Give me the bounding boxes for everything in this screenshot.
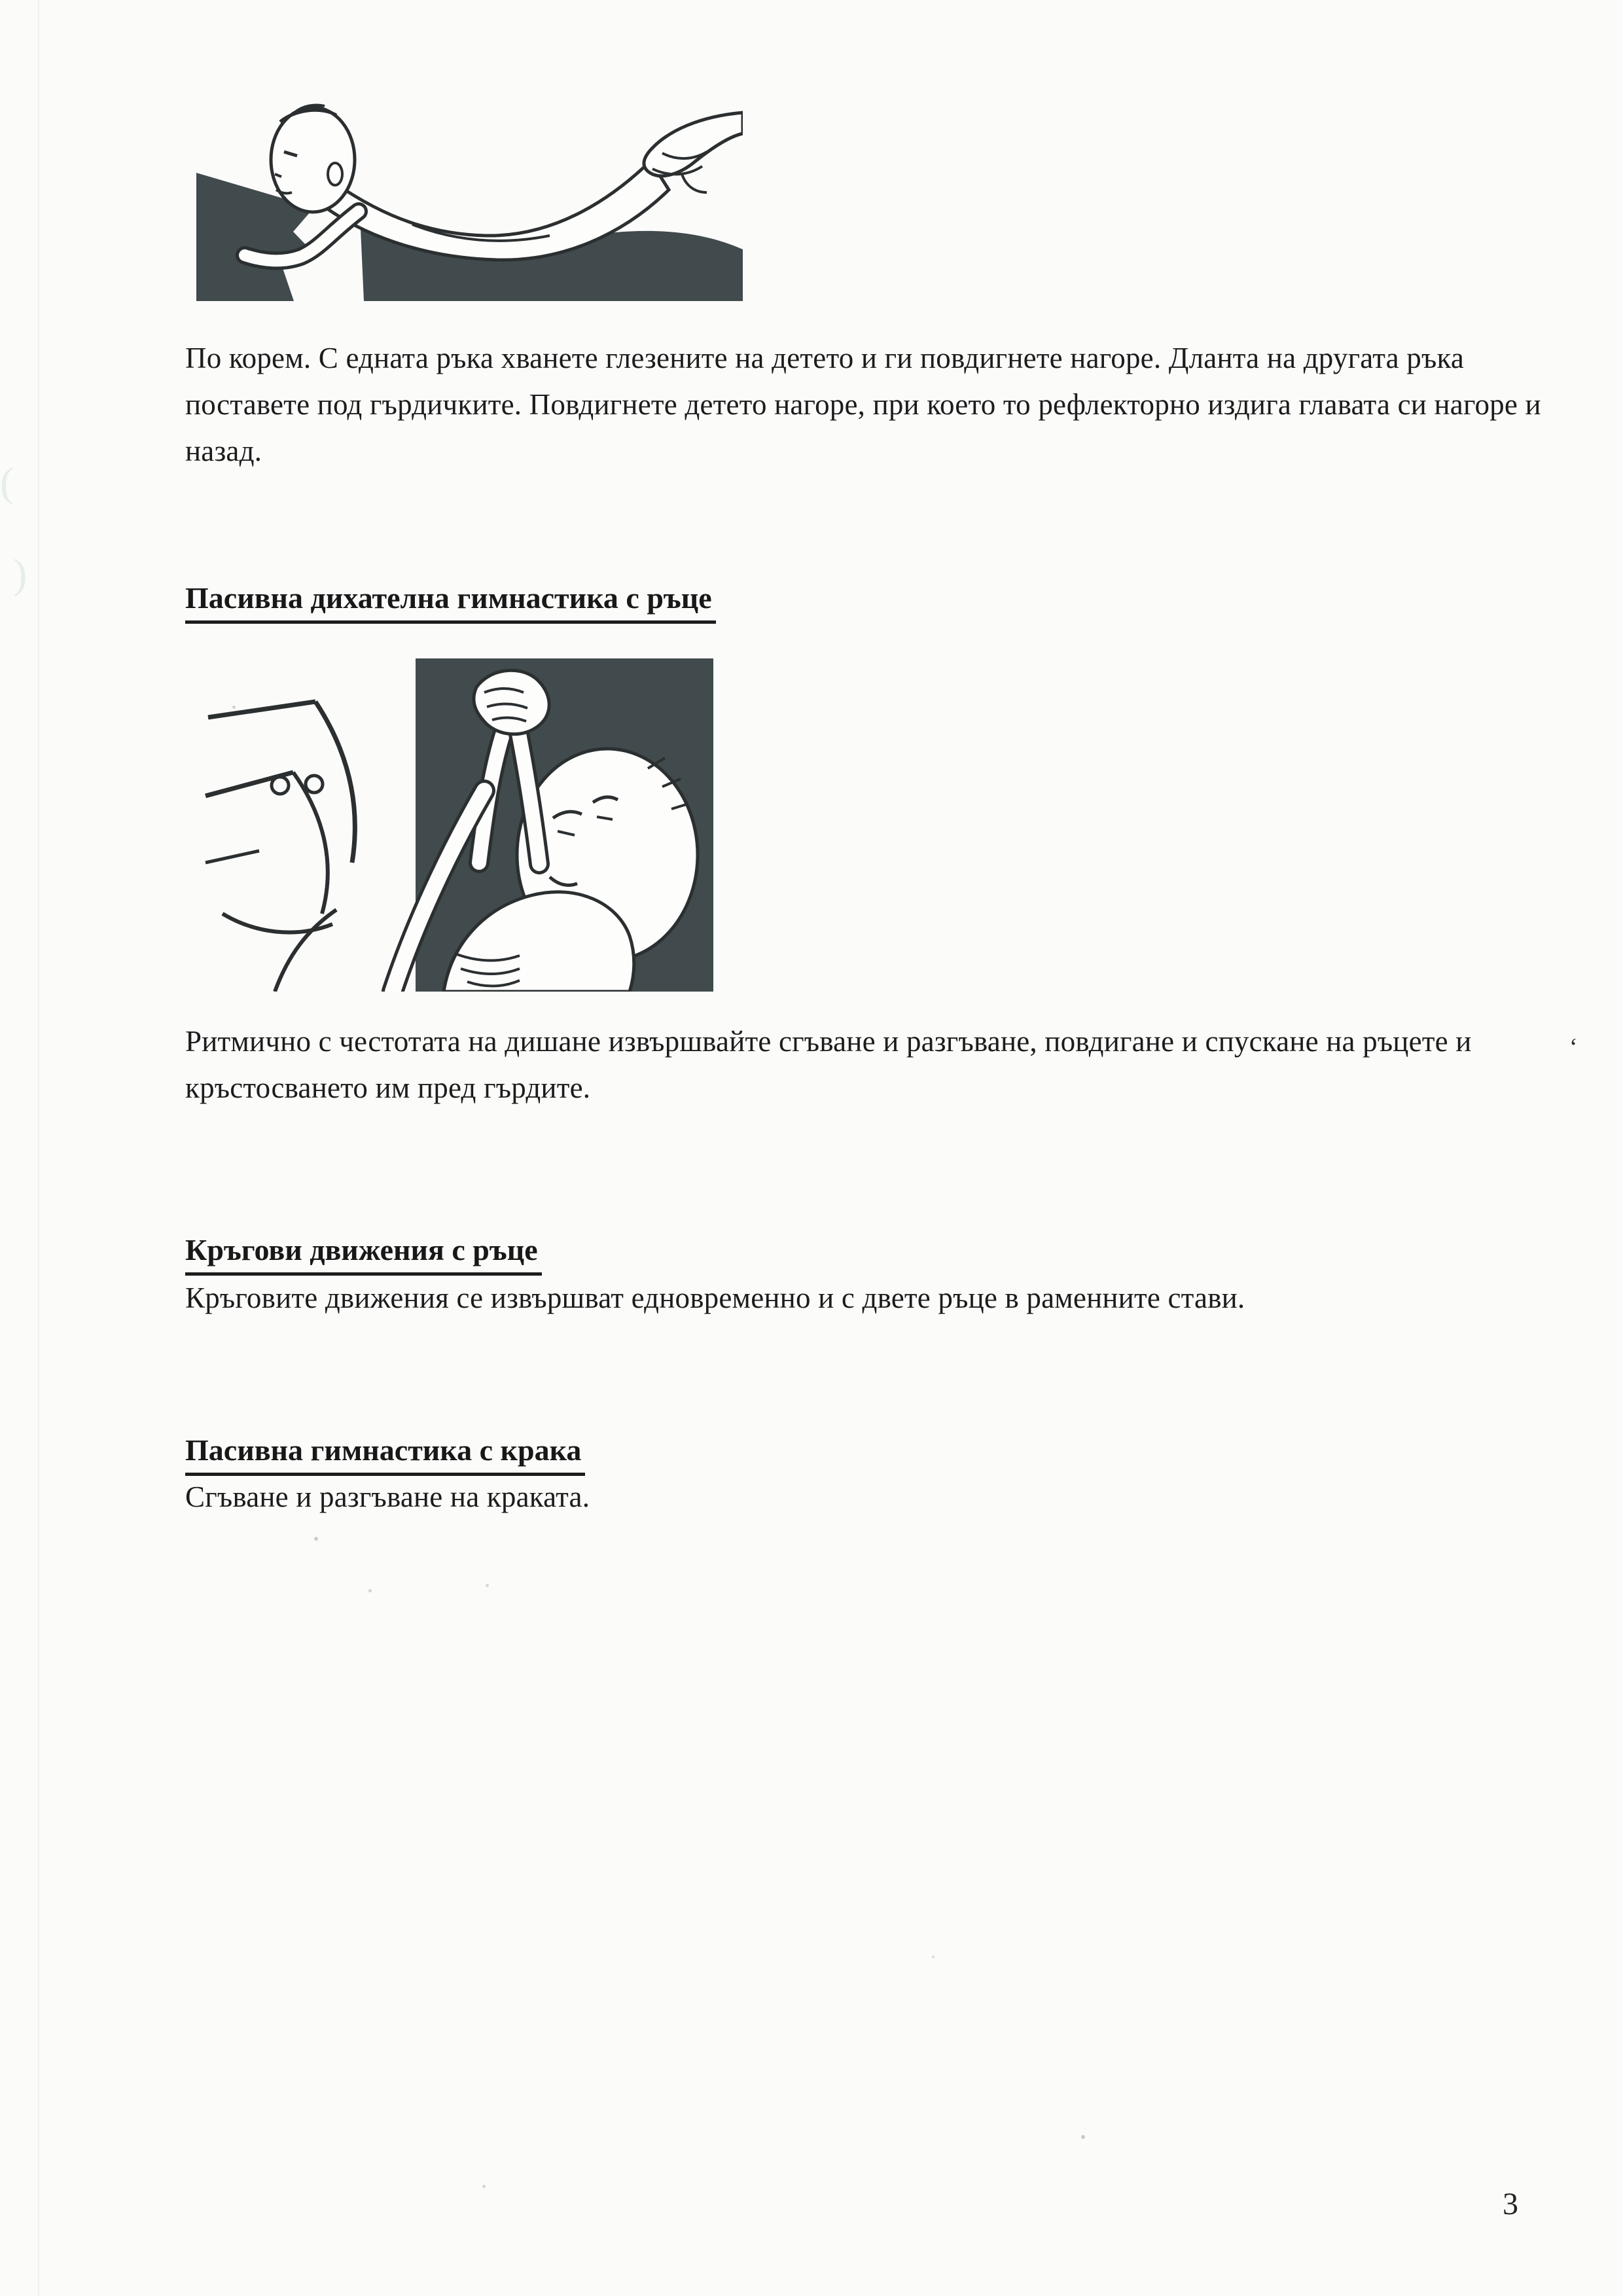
paragraph-breathing-gymnastics: Ритмично с честотата на дишане извършвайте сгъване и разгъване, повдигане и спускане на ръцете и кръстосването им пред гърдите.	[185, 1025, 1472, 1104]
paper-speck	[1224, 761, 1226, 763]
scan-artifact-curve: (	[0, 459, 14, 505]
illustration-prone-lift	[196, 90, 743, 301]
stray-apostrophe-mark: ‘	[1569, 1033, 1578, 1061]
page-number: 3	[1503, 2187, 1518, 2221]
scan-artifact-curve: )	[13, 550, 27, 597]
breathing-gymnastics-drawing	[196, 647, 713, 992]
paragraph-circular-movements: Кръговите движения се извършват едновременно и с двете ръце в раменните стави.	[185, 1282, 1245, 1314]
heading-circular-movements: Кръгови движения с ръце	[185, 1232, 542, 1276]
paper-speck	[1081, 2135, 1085, 2139]
paper-speck	[314, 1537, 318, 1541]
heading-passive-breathing-gymnastics: Пасивна дихателна гимнастика с ръце	[185, 580, 716, 624]
prone-lift-drawing	[196, 90, 743, 301]
paper-speck	[482, 2185, 486, 2188]
heading-passive-leg-gymnastics: Пасивна гимнастика с крака	[185, 1432, 585, 1476]
adult-figure	[205, 702, 355, 992]
paragraph-leg-gymnastics: Сгъване и разгъване на краката.	[185, 1480, 590, 1513]
paper-speck	[486, 1584, 489, 1587]
paper-speck	[368, 1589, 372, 1592]
illustration-breathing-gymnastics	[196, 647, 713, 992]
clasped-hands	[474, 670, 549, 734]
paper-speck	[932, 1956, 935, 1958]
baby-head	[271, 105, 355, 212]
paper-speck	[232, 706, 236, 709]
scan-artifact-line	[38, 0, 39, 2296]
paragraph-prone-lift: По корем. С едната ръка хванете глезените на детето и ги повдигнете нагоре. Дланта на другата ръка поставете под гърдичките. Повдигнете детето нагоре, при което то рефлекторно издига главата си нагоре и назад.	[185, 342, 1541, 467]
